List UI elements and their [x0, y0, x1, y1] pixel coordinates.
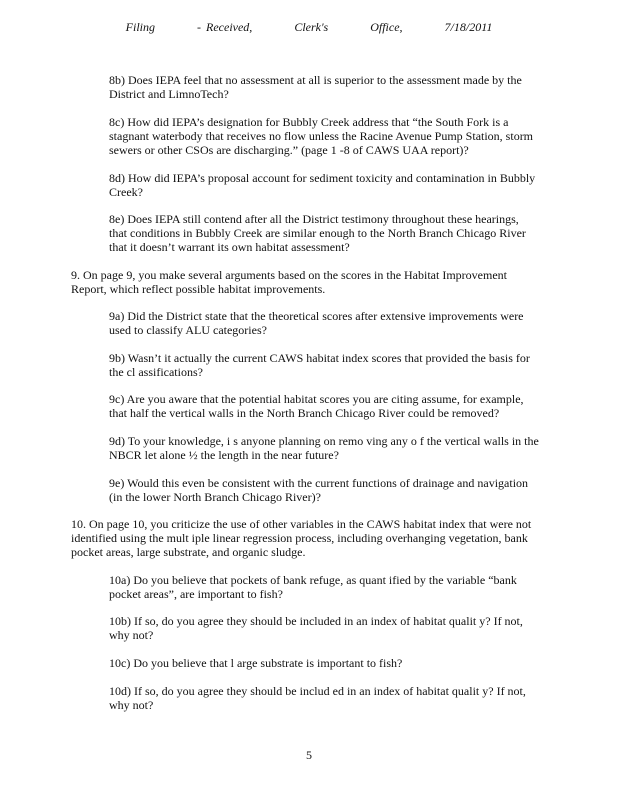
question-10d: 10d) If so, do you agree they should be includ ed in an index of habitat qualit y? If not, why not? [109, 684, 526, 712]
question-9d: 9d) To your knowledge, i s anyone planning on remo ving any o f the vertical walls in the NBCR let alone ½ the length in the near future? [109, 434, 539, 462]
question-8d: 8d) How did IEPA’s proposal account for sediment toxicity and contamination in Bubbly Creek? [109, 171, 536, 199]
question-9c: 9c) Are you aware that the potential habitat scores you are citing assume, for example, that half the vertical walls in the North Branch Chicago River could be removed? [109, 392, 524, 420]
header-filing: Filing [125, 20, 156, 34]
question-8c: 8c) How did IEPA’s designation for Bubbly Creek address that “the South Fork is a stagnant waterbody that receives no flow unless the Racine Avenue Pump Station, storm sewers or other CSOs are discharging.” (page 1 -8 of CAWS UAA report)? [109, 115, 534, 157]
question-10c: 10c) Do you believe that l arge substrate is important to fish? [109, 656, 403, 670]
question-9b: 9b) Wasn’t it actually the current CAWS habitat index scores that provided the basis for the cl assifications? [109, 351, 530, 379]
question-10: 10. On page 10, you criticize the use of other variables in the CAWS habitat index that were not identified using the mult iple linear regression process, including overhanging vegetation, bank pocket areas, large substrate, and organic sludge. [71, 517, 532, 559]
question-9: 9. On page 9, you make several arguments based on the scores in the Habitat Improvement Report, which reflect possible habitat improvements. [71, 268, 507, 296]
filing-header [0, 20, 618, 35]
page-number: 5 [306, 748, 312, 762]
question-8b: 8b) Does IEPA feel that no assessment at all is superior to the assessment made by the District and LimnoTech? [109, 73, 522, 101]
question-9a: 9a) Did the District state that the theoretical scores after extensive improvements were used to classify ALU categories? [109, 309, 524, 337]
header-received: - Received, [197, 20, 253, 34]
question-8e: 8e) Does IEPA still contend after all the District testimony throughout these hearings, that conditions in Bubbly Creek are similar enough to the North Branch Chicago River that it doesn’t warrant its own habitat assessment? [109, 212, 526, 254]
question-10b: 10b) If so, do you agree they should be included in an index of habitat qualit y? If not, why not? [109, 614, 523, 642]
question-9e: 9e) Would this even be consistent with the current functions of drainage and navigation (in the lower North Branch Chicago River)? [109, 476, 529, 504]
header-date: 7/18/2011 [444, 20, 493, 34]
header-office: Office, [370, 20, 403, 34]
header-clerks: Clerk's [294, 20, 329, 34]
question-10a: 10a) Do you believe that pockets of bank refuge, as quant ified by the variable “bank pocket areas”, are important to fish? [109, 573, 517, 601]
